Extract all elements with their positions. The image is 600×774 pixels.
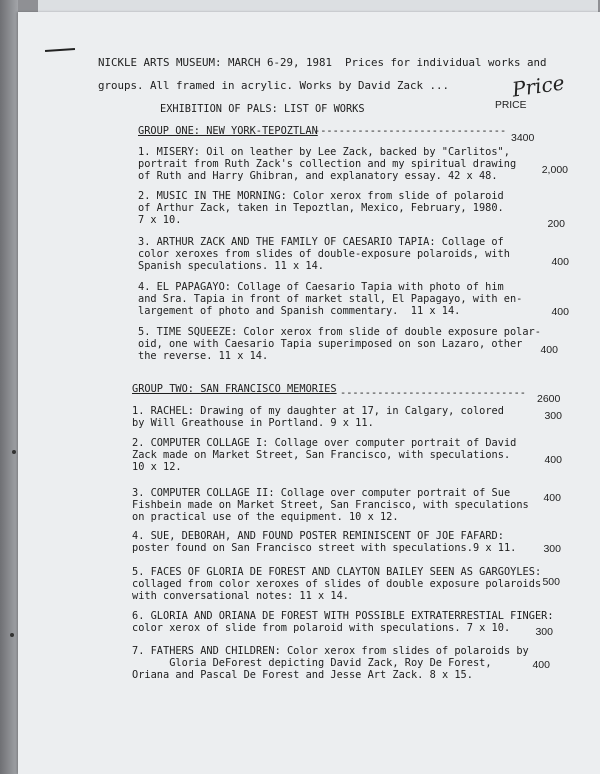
item-line: by Will Greathouse in Portland. 9 x 11. [132,417,374,429]
page-shadow-strip [0,0,18,774]
item-line: 4. EL PAPAGAYO: Collage of Caesario Tapia with photo of him [138,281,504,293]
item-price: 300 [535,626,553,638]
item-line: 5. TIME SQUEEZE: Color xerox from slide of double exposure polar- [138,326,541,338]
punch-dot [12,450,16,454]
item-line: 3. ARTHUR ZACK AND THE FAMILY OF CAESARIO TAPIA: Collage of [138,236,504,248]
item-price: 200 [547,218,565,230]
header-line-2: groups. All framed in acrylic. Works by David Zack ... [98,79,450,92]
item-line: 7. FATHERS AND CHILDREN: Color xerox from slides of polaroids by [132,645,529,657]
item-line: oid, one with Caesario Tapia superimposed on son Lazaro, other [138,338,523,350]
item-line: Zack made on Market Street, San Francisco, with speculations. [132,449,511,461]
item-price: 300 [543,543,561,555]
item-price: 300 [544,410,562,422]
group-two-title: GROUP TWO: SAN FRANCISCO MEMORIES [132,383,337,395]
item-line: collaged from color xeroxes of slides of double exposure polaroids [132,578,542,590]
item-line: 1. RACHEL: Drawing of my daughter at 17, in Calgary, colored [132,405,504,417]
item-price: 400 [532,659,550,671]
item-line: of Ruth and Harry Ghibran, and explanatory essay. 42 x 48. [138,170,498,182]
item-line: of Arthur Zack, taken in Tepoztlan, Mexico, February, 1980. [138,202,504,214]
item-line: Fishbein made on Market Street, San Francisco, with speculations [132,499,529,511]
punch-dot [10,633,14,637]
list-title: EXHIBITION OF PALS: LIST OF WORKS [160,103,365,115]
group-two-dashes: ------------------------------ [340,387,526,399]
item-line: 6. GLORIA AND ORIANA DE FOREST WITH POSSIBLE EXTRATERRESTIAL FINGER: [132,610,554,622]
item-line: 4. SUE, DEBORAH, AND FOUND POSTER REMINISCENT OF JOE FAFARD: [132,530,504,542]
item-line: color xerox of slide from polaroid with speculations. 7 x 10. [132,622,511,634]
item-line: the reverse. 11 x 14. [138,350,269,362]
item-line: portrait from Ruth Zack's collection and my spiritual drawing [138,158,517,170]
item-line: largement of photo and Spanish commentary. 11 x 14. [138,305,461,317]
item-price: 500 [542,576,560,588]
handwritten-price-note: Price [510,70,566,102]
item-line: 2. COMPUTER COLLAGE I: Collage over computer portrait of David [132,437,517,449]
group-one-total: 3400 [511,132,535,144]
item-line: and Sra. Tapia in front of market stall, El Papagayo, with en- [138,293,523,305]
header-line-1: NICKLE ARTS MUSEUM: MARCH 6-29, 1981 Prices for individual works and [98,56,547,69]
item-line: 5. FACES OF GLORIA DE FOREST AND CLAYTON BAILEY SEEN AS GARGOYLES: [132,566,542,578]
item-price: 400 [551,306,569,318]
item-line: poster found on San Francisco street with speculations.9 x 11. [132,542,517,554]
item-line: Gloria DeForest depicting David Zack, Roy De Forest, [132,657,492,669]
item-line: 1. MISERY: Oil on leather by Lee Zack, backed by "Carlitos", [138,146,510,158]
item-line: with conversational notes: 11 x 14. [132,590,349,602]
item-price: 400 [551,256,569,268]
item-price: 2,000 [541,164,568,176]
item-line: color xeroxes from slides of double-exposure polaroids, with [138,248,510,260]
item-price: 400 [543,492,561,504]
group-one-dashes: ------------------------------- [314,125,507,137]
item-line: 3. COMPUTER COLLAGE II: Collage over computer portrait of Sue [132,487,511,499]
item-line: on practical use of the equipment. 10 x 12. [132,511,399,523]
item-line: Oriana and Pascal De Forest and Jesse Art Zack. 8 x 15. [132,669,473,681]
price-header: PRICE [495,100,527,111]
group-two-total: 2600 [537,393,561,405]
item-line: 7 x 10. [138,214,182,226]
item-line: 10 x 12. [132,461,182,473]
item-line: Spanish speculations. 11 x 14. [138,260,324,272]
group-one-title: GROUP ONE: NEW YORK-TEPOZTLAN [138,125,318,137]
item-line: 2. MUSIC IN THE MORNING: Color xerox from slide of polaroid [138,190,504,202]
item-price: 400 [540,344,558,356]
item-price: 400 [544,454,562,466]
